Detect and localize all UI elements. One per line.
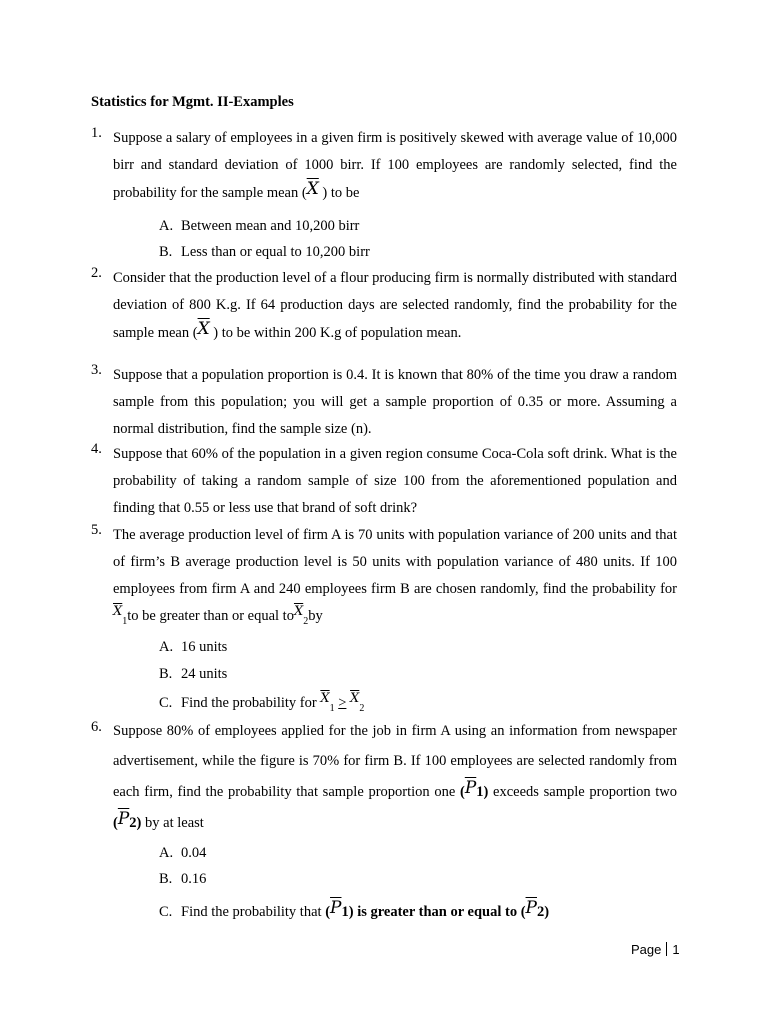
question-text: Suppose 80% of employees applied for the job in firm A using an information from newspaper advertisement, while the figure is 70% for firm B. If 100 employees are selected randomly from each firm, find the probability that sample proportion one (P1) exceeds sample proportion two (P2) by at least	[113, 723, 678, 831]
question-number: 1.	[91, 125, 102, 141]
question-2	[91, 265, 677, 347]
question-4	[91, 441, 677, 522]
question-number: 2.	[91, 265, 102, 281]
question-3	[91, 362, 677, 443]
p-bar-symbol: P	[330, 898, 342, 918]
question-6-option-b: B. 0.16	[159, 871, 207, 887]
p-bar-symbol: P	[117, 809, 130, 829]
question-6-option-a: A. 0.04	[159, 845, 207, 861]
question-number: 4.	[91, 441, 102, 457]
p-bar-symbol: P	[525, 898, 537, 918]
question-text: The average production level of firm A is 70 units with population variance of 200 units and that of firm’s B average production level is 50 units with population variance of 480 units. If 100 employees from firm A and 240 employees firm B are chosen randomly, find the probability for $X_1to$ be greater than or equal toX$_2$by	[113, 527, 677, 627]
question-number: 6.	[91, 719, 102, 735]
x1-bar-symbol: X	[113, 604, 123, 619]
question-6	[91, 719, 677, 838]
question-1-option-b: B. Less than or equal to 10,200 birr	[159, 244, 370, 260]
question-5-option-b: B. 24 units	[159, 666, 228, 682]
question-number: 5.	[91, 522, 102, 538]
page-footer	[631, 942, 680, 957]
question-5-option-a: A. 16 units	[159, 639, 228, 655]
question-text: Suppose that a population proportion is 0.4. It is known that 80% of the time you draw a random sample from this population; you will get a sample proportion of 0.35 or more. Assuming a normal distribution, find the sample size (n).	[113, 367, 677, 437]
question-5	[91, 522, 677, 635]
question-6-option-c: C. Find the probability that (P1) is greater than or equal to (P2)	[159, 898, 550, 920]
question-number: 3.	[91, 362, 102, 378]
sample-mean-symbol: X	[197, 319, 210, 339]
page-number: 1	[672, 942, 680, 957]
question-5-option-c: C. Find the probability for $X_1 > X_2$	[159, 691, 365, 714]
x1-bar-symbol: X	[320, 691, 330, 706]
footer-divider	[666, 942, 667, 956]
p-bar-symbol: P	[464, 778, 477, 798]
question-1	[91, 125, 677, 207]
document-title: Statistics for Mgmt. II-Examples	[91, 94, 294, 110]
question-text: Suppose that 60% of the population in a given region consume Coca-Cola soft drink. What is the probability of taking a random sample of size 100 from the aforementioned population and finding that 0.55 or less use that brand of soft drink?	[113, 446, 677, 516]
sample-mean-symbol: X	[306, 179, 319, 199]
question-text: Suppose a salary of employees in a given firm is positively skewed with average value of 10,000 birr and standard deviation of 1000 birr. If 100 employees are randomly selected, find the probability for the sample mean (X ) to be	[113, 130, 677, 201]
question-1-option-a: A. Between mean and 10,200 birr	[159, 218, 360, 234]
greater-equal-symbol: >	[338, 695, 347, 711]
question-text: Consider that the production level of a flour producing firm is normally distributed with standard deviation of 800 K.g. If 64 production days are selected randomly, find the probability for the sample mean (X ) to be within 200 K.g of population mean.	[113, 270, 677, 341]
x2-bar-symbol: X	[350, 691, 360, 706]
page-label: Page	[631, 942, 662, 957]
x2-bar-symbol: X	[293, 604, 304, 619]
